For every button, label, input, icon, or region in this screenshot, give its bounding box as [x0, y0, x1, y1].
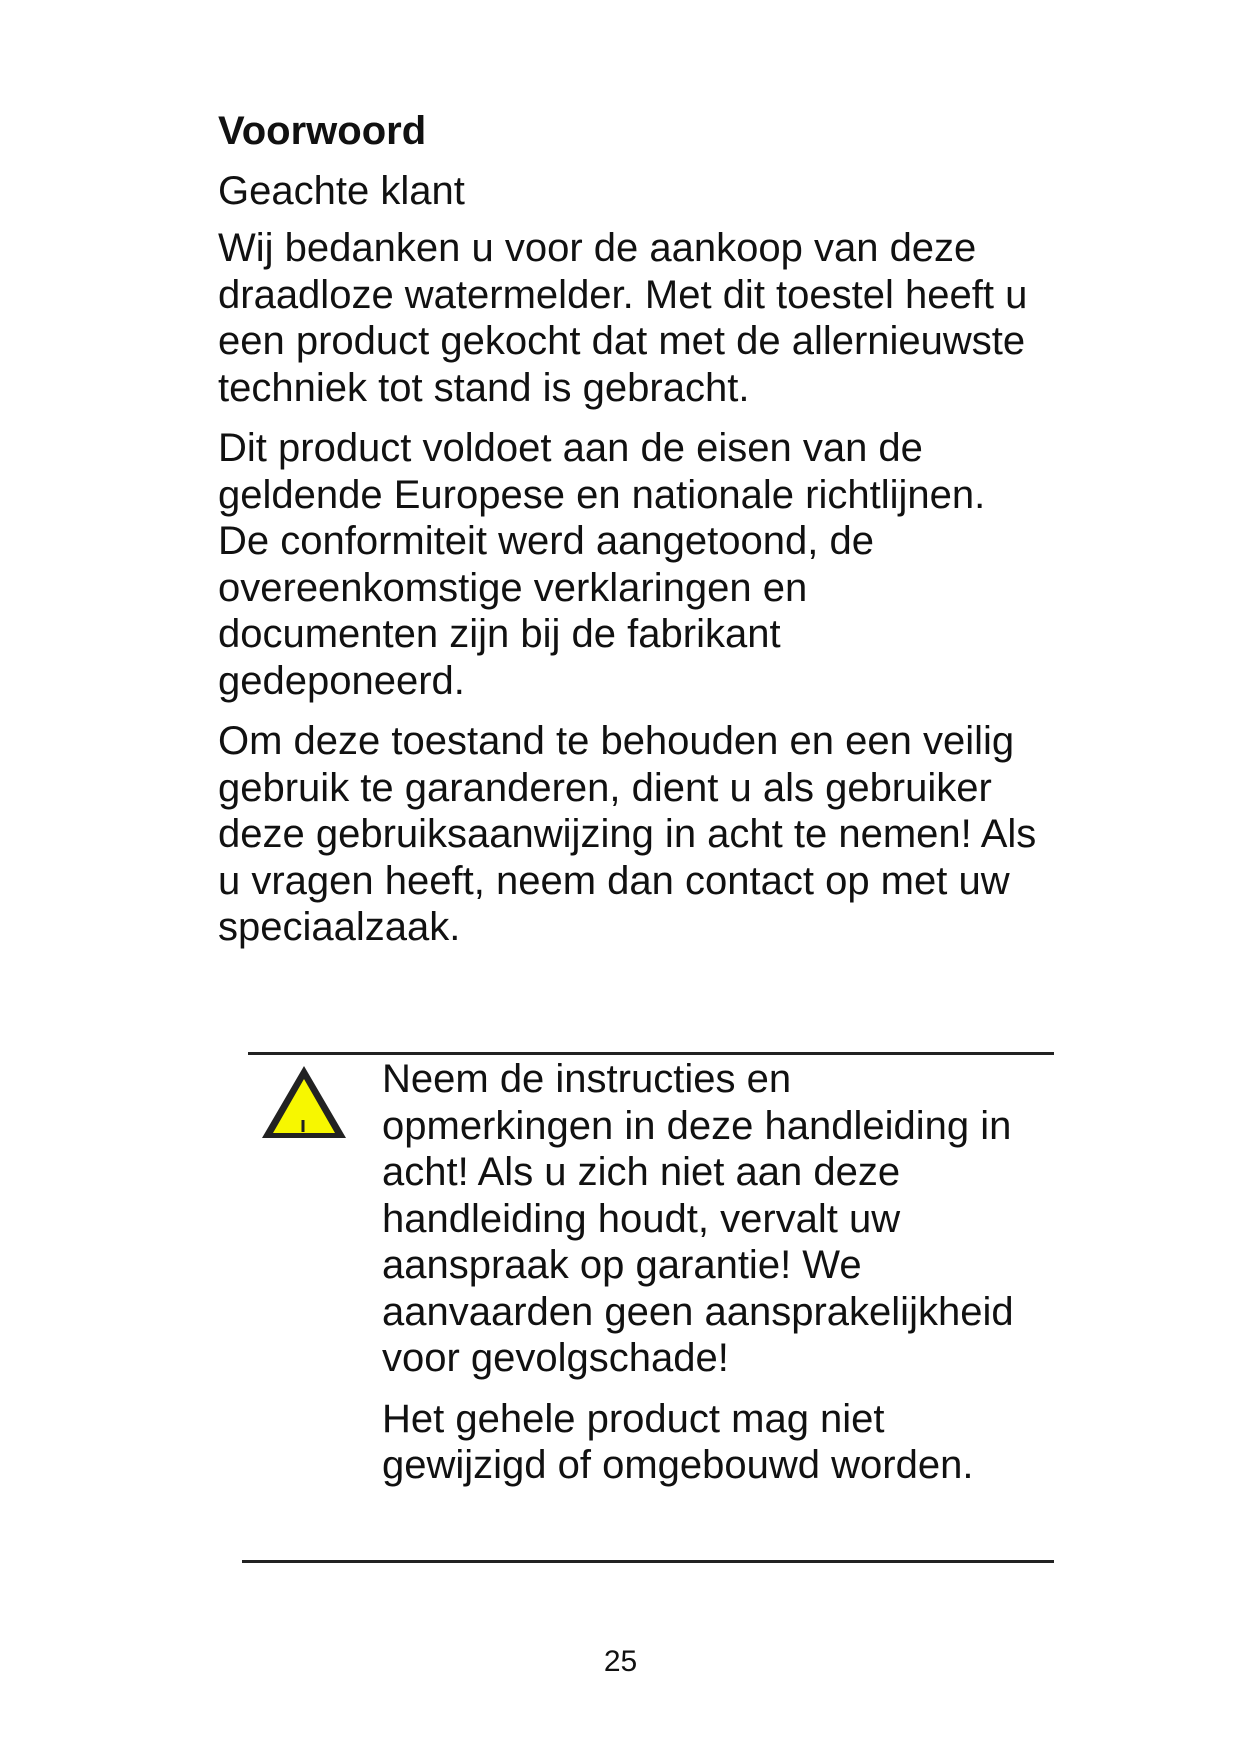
page-number: 25: [603, 1645, 638, 1678]
warning-triangle-icon: [258, 1062, 350, 1144]
foreword-section: [218, 105, 1038, 965]
warning-bottom-rule: [242, 1560, 1054, 1563]
warning-top-rule: [248, 1052, 1054, 1055]
safe-use-paragraph: Om deze toestand te behouden en een veilig gebruik te garanderen, dient u als gebruiker deze gebruiksaanwijzing in acht te nemen! Als u vragen heeft, neem dan contact op met uw speciaalzaak.: [218, 719, 1037, 949]
conformity-paragraph: Dit product voldoet aan de eisen van de geldende Europese en nationale richtlijnen. De conformiteit werd aangetoond, de overeenkomstige verklaringen en documenten zijn bij de fabrikant gedeponeerd.: [218, 426, 986, 703]
intro-paragraph: Wij bedanken u voor de aankoop van deze draadloze watermelder. Met dit toestel heeft u een product gekocht dat met de allernieuwste techniek tot stand is gebracht.: [218, 226, 1028, 410]
warning-notice: [248, 1052, 1054, 1564]
warning-text: [382, 1056, 1032, 1503]
warning-paragraph-liability: Neem de instructies en opmerkingen in deze handleiding in acht! Als u zich niet aan deze handleiding houdt, vervalt uw aanspraak op garantie! We aanvaarden geen aansprakelijkheid voor gevolgschade!: [382, 1057, 1014, 1380]
warning-paragraph-modification: Het gehele product mag niet gewijzigd of omgebouwd worden.: [382, 1396, 974, 1487]
salutation: Geachte klant: [218, 169, 465, 213]
section-heading: Voorwoord: [218, 109, 427, 153]
